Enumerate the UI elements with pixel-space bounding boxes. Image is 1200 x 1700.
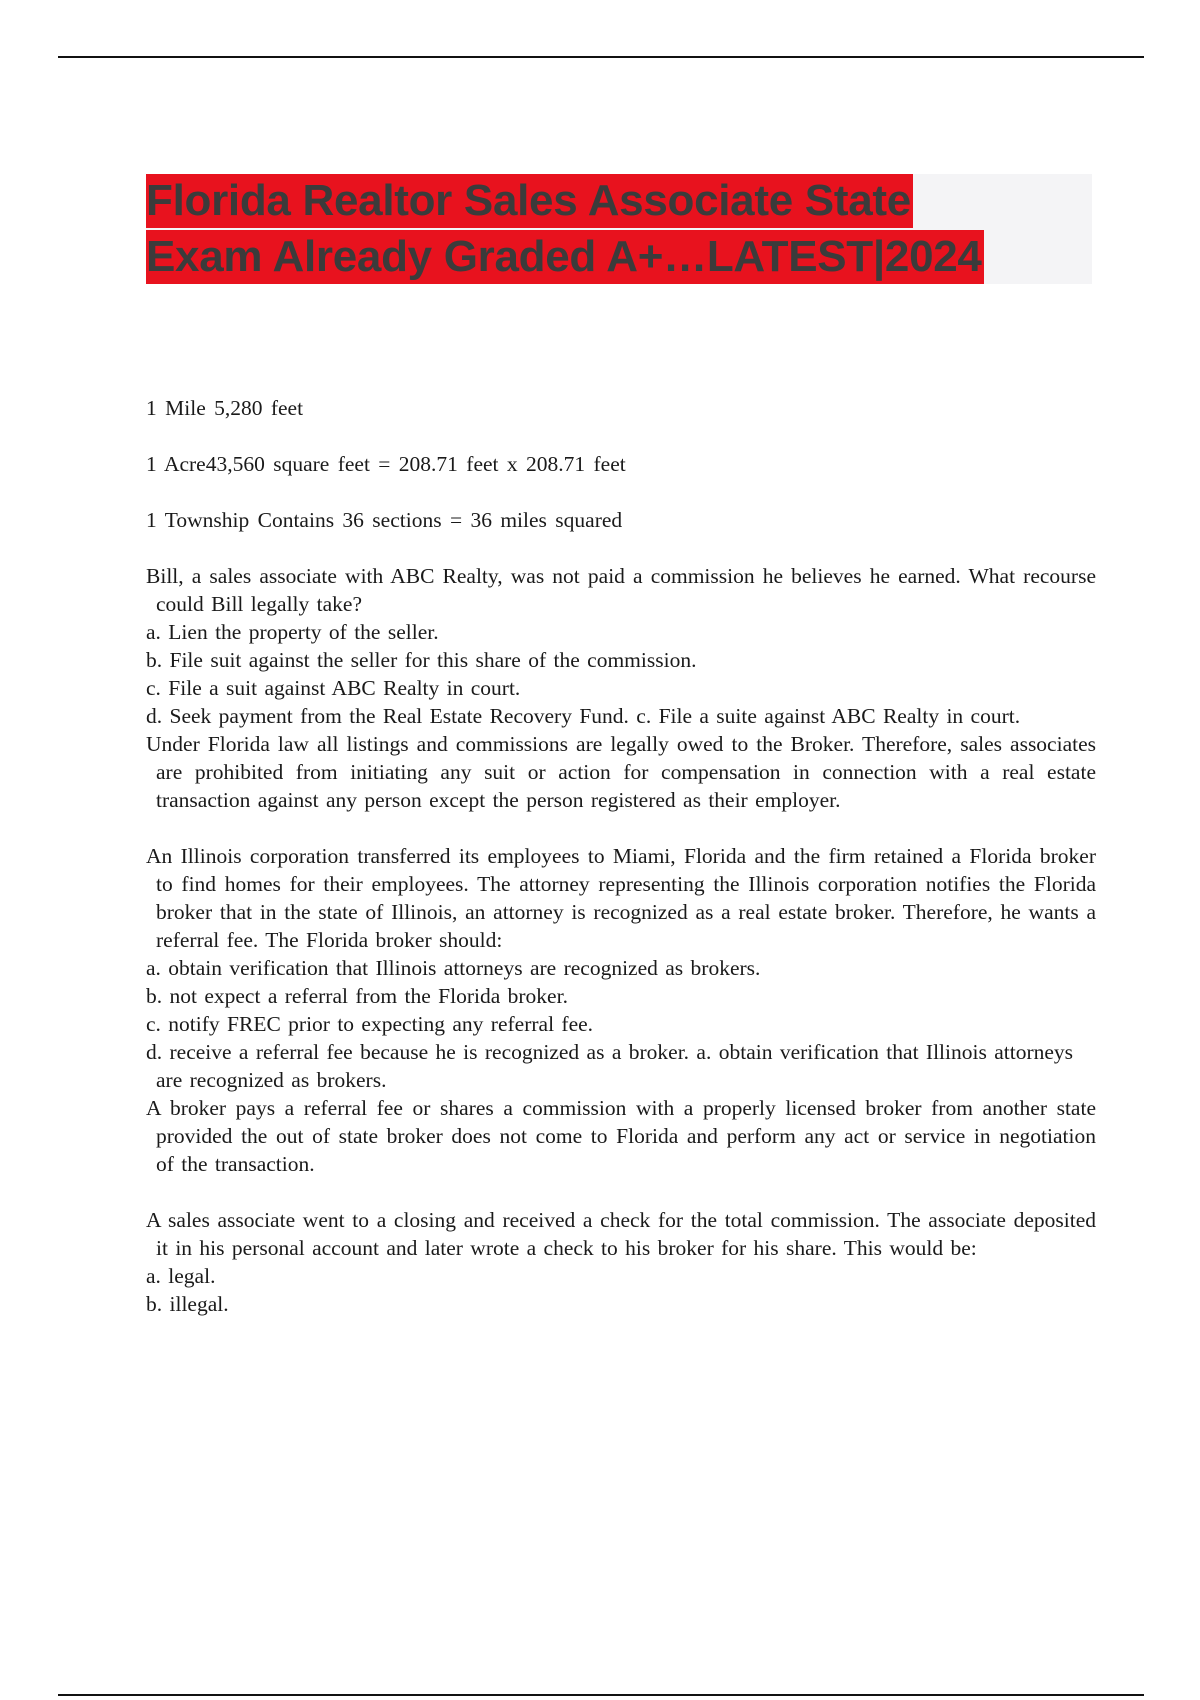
document-title: [146, 174, 1092, 284]
title-line-1: Florida Realtor Sales Associate State: [146, 174, 913, 228]
question-text: Bill, a sales associate with ABC Realty, was not paid a commission he believes he earned. What recourse could Bill legally take?: [146, 564, 1096, 616]
question-block: [146, 842, 1096, 1178]
option-a: a. legal.: [146, 1264, 216, 1288]
option-b: b. File suit against the seller for this share of the commission.: [146, 648, 697, 672]
explanation-text: A broker pays a referral fee or shares a commission with a properly licensed broker from another state provided the out of state broker does not come to Florida and perform any act or service in negotiation of the transaction.: [146, 1096, 1096, 1176]
fact-mile: 1 Mile 5,280 feet: [146, 396, 304, 420]
option-c: c. notify FREC prior to expecting any referral fee.: [146, 1012, 594, 1036]
title-line-2: Exam Already Graded A+…LATEST|2024: [146, 230, 984, 284]
option-d-answer: d. Seek payment from the Real Estate Recovery Fund. c. File a suite against ABC Realty in court.: [146, 704, 1021, 728]
option-d-answer: d. receive a referral fee because he is recognized as a broker. a. obtain verification that Illinois attorneys are recognized as brokers.: [146, 1040, 1074, 1092]
option-a: a. Lien the property of the seller.: [146, 620, 439, 644]
option-a: a. obtain verification that Illinois attorneys are recognized as brokers.: [146, 956, 761, 980]
document-body: [146, 394, 1096, 1318]
option-b: b. illegal.: [146, 1292, 229, 1316]
question-text: A sales associate went to a closing and received a check for the total commission. The associate deposited it in his personal account and later wrote a check to his broker for his share. This would be:: [146, 1208, 1096, 1260]
footer-rule: [58, 1694, 1144, 1696]
option-c: c. File a suit against ABC Realty in court.: [146, 676, 521, 700]
question-block: [146, 562, 1096, 814]
spacer: [146, 814, 1096, 842]
fact-acre: 1 Acre43,560 square feet = 208.71 feet x 208.71 feet: [146, 452, 626, 476]
header-rule: [58, 56, 1144, 58]
spacer: [146, 1178, 1096, 1206]
fact-township: 1 Township Contains 36 sections = 36 miles squared: [146, 508, 623, 532]
question-text: An Illinois corporation transferred its employees to Miami, Florida and the firm retained a Florida broker to find homes for their employees. The attorney representing the Illinois corporation notifies the Florida broker that in the state of Illinois, an attorney is recognized as a real estate broker. Therefore, he wants a referral fee. The Florida broker should:: [146, 844, 1096, 952]
question-block: [146, 1206, 1096, 1318]
explanation-text: Under Florida law all listings and commissions are legally owed to the Broker. Therefore, sales associates are prohibited from initiating any suit or action for compensation in connection with a real estate transaction against any person except the person registered as their employer.: [146, 732, 1096, 812]
option-b: b. not expect a referral from the Florida broker.: [146, 984, 568, 1008]
